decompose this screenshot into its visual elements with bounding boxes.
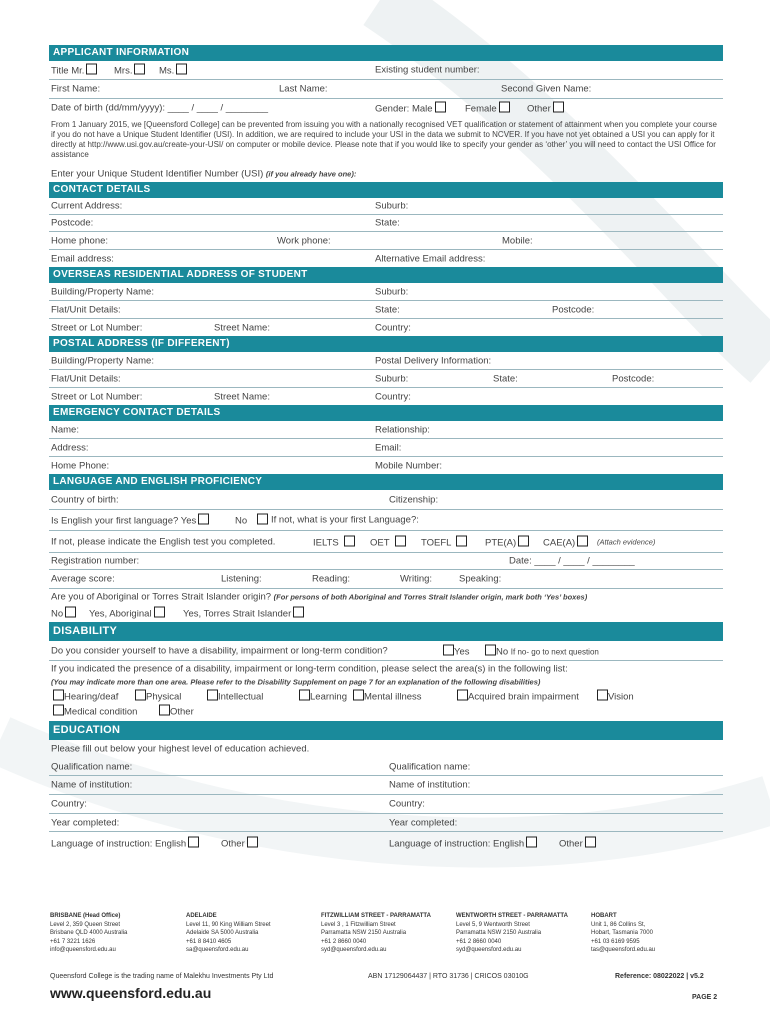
- disability-option: [297, 690, 347, 703]
- test-cae: CAE(A): [543, 535, 588, 548]
- first-name-field[interactable]: First Name:: [51, 83, 101, 95]
- disability-yes: Yes: [441, 644, 470, 657]
- overseas-country-field[interactable]: Country:: [375, 322, 411, 333]
- disability-option: [157, 705, 194, 718]
- section-header-applicant: APPLICANT INFORMATION: [49, 45, 723, 61]
- disability-option: [205, 690, 263, 703]
- disability-option: [595, 690, 634, 703]
- postal-postcode-field[interactable]: Postcode:: [612, 373, 655, 384]
- section-header-education: EDUCATION: [49, 721, 723, 740]
- contact-row-3: [49, 232, 723, 250]
- disability-no: No If no- go to next question: [483, 644, 599, 657]
- emergency-home-phone-field[interactable]: Home Phone:: [51, 460, 110, 471]
- state-field[interactable]: State:: [375, 217, 400, 229]
- disability-option-checkbox[interactable]: [597, 690, 608, 701]
- instruction-language-1: Language of instruction: English: [51, 837, 199, 850]
- atsi-no-checkbox[interactable]: [65, 606, 76, 617]
- current-address-field[interactable]: Current Address:: [51, 200, 123, 212]
- postal-country-field[interactable]: Country:: [375, 391, 411, 402]
- gender-other-checkbox[interactable]: [553, 102, 564, 113]
- office-line: syd@queensford.edu.au: [456, 947, 522, 953]
- name-row: [49, 80, 723, 99]
- emergency-row-1: [49, 421, 723, 439]
- office-line: sa@queensford.edu.au: [186, 947, 249, 953]
- disability-no-checkbox[interactable]: [485, 644, 496, 655]
- toefl-checkbox[interactable]: [456, 535, 467, 546]
- english-first-yes-checkbox[interactable]: [198, 514, 209, 525]
- country-of-birth-field[interactable]: Country of birth:: [51, 494, 119, 505]
- overseas-flat-field[interactable]: Flat/Unit Details:: [51, 304, 121, 315]
- section-header-contact: CONTACT DETAILS: [49, 182, 723, 198]
- title-label: Title Mr.: [51, 64, 97, 77]
- disability-supplement-note: (You may indicate more than one area. Please refer to the Disability Supplement on page 7 for an explanation of the following disabilities): [51, 677, 541, 687]
- office-line: Level 3 , 1 Fitzwilliam Street: [321, 921, 396, 928]
- office-line: info@queensford.edu.au: [50, 947, 116, 953]
- ielts-checkbox[interactable]: [344, 535, 355, 546]
- disability-option: [51, 705, 137, 718]
- postal-row-3: [49, 388, 723, 405]
- cae-checkbox[interactable]: [577, 535, 588, 546]
- education-row-3: [49, 795, 723, 814]
- test-toefl: TOEFL: [421, 535, 467, 548]
- instruction-english-checkbox-2[interactable]: [526, 837, 537, 848]
- pte-checkbox[interactable]: [518, 535, 529, 546]
- office-address-block: [456, 912, 586, 955]
- disability-option-checkbox[interactable]: [159, 705, 170, 716]
- postal-street-name-field[interactable]: Street Name:: [214, 391, 270, 402]
- title-mrs: Mrs.: [114, 64, 145, 77]
- test-oet: OET: [370, 535, 406, 548]
- usi-field[interactable]: Enter your Unique Student Identifier Number (USI) (if you already have one):: [51, 168, 357, 180]
- office-line: +61 7 3221 1626: [50, 938, 96, 945]
- qualification-name-field-2[interactable]: Qualification name:: [389, 761, 471, 772]
- emergency-address-field[interactable]: Address:: [51, 442, 89, 453]
- instruction-other-checkbox-1[interactable]: [247, 837, 258, 848]
- test-ielts: IELTS: [313, 535, 355, 548]
- overseas-street-name-field[interactable]: Street Name:: [214, 322, 270, 333]
- registration-number-field[interactable]: Registration number:: [51, 555, 140, 567]
- writing-field[interactable]: Writing:: [400, 573, 433, 585]
- section-header-emergency: EMERGENCY CONTACT DETAILS: [49, 405, 723, 421]
- alternative-email-field[interactable]: Alternative Email address:: [375, 253, 486, 264]
- office-line: +61 03 6169 9595: [591, 938, 640, 945]
- overseas-suburb-field[interactable]: Suburb:: [375, 286, 409, 297]
- email-field[interactable]: Email address:: [51, 253, 114, 264]
- office-line: +61 2 8660 0040: [321, 938, 367, 945]
- attach-evidence-note: (Attach evidence): [597, 537, 656, 546]
- year-completed-field-2[interactable]: Year completed:: [389, 817, 458, 828]
- education-country-field-1[interactable]: Country:: [51, 798, 87, 810]
- test-date-field[interactable]: Date: ____ / ____ / ________: [509, 555, 635, 567]
- contact-row-1: [49, 198, 723, 215]
- gender-female: Female: [465, 102, 510, 115]
- office-line: +61 2 8660 0040: [456, 938, 502, 945]
- atsi-torres-strait-checkbox[interactable]: [293, 606, 304, 617]
- oet-checkbox[interactable]: [395, 535, 406, 546]
- english-first-yes: Is English your first language? Yes: [51, 514, 209, 527]
- instruction-other-1: Other: [221, 837, 258, 850]
- existing-student-number-field[interactable]: Existing student number:: [375, 64, 480, 76]
- title-ms-checkbox[interactable]: [176, 64, 187, 75]
- reference-version: Reference: 08022022 | v5.2: [615, 973, 704, 980]
- emergency-name-field[interactable]: Name:: [51, 424, 79, 435]
- disability-indicate-text: If you indicated the presence of a disability, impairment or long-term condition, please select the area(s) in the following list:: [51, 663, 568, 674]
- title-mrs-checkbox[interactable]: [134, 64, 145, 75]
- disability-question: Do you consider yourself to have a disability, impairment or long-term condition?: [51, 645, 388, 656]
- second-given-name-field[interactable]: Second Given Name:: [501, 83, 592, 95]
- mobile-field[interactable]: Mobile:: [502, 235, 533, 246]
- listening-field[interactable]: Listening:: [221, 573, 262, 585]
- emergency-row-2: [49, 439, 723, 457]
- disability-option-label: Acquired brain impairment: [468, 691, 579, 703]
- abn-rto-cricos: ABN 17129064437 | RTO 31736 | CRICOS 03010G: [368, 973, 529, 980]
- language-row-5: [49, 570, 723, 589]
- office-title: HOBART: [591, 913, 617, 919]
- postal-street-number-field[interactable]: Street or Lot Number:: [51, 391, 143, 402]
- first-language-field[interactable]: If not, what is your first Language?:: [271, 514, 419, 526]
- instruction-other-checkbox-2[interactable]: [585, 837, 596, 848]
- disability-options-row-1: [49, 688, 723, 704]
- emergency-mobile-field[interactable]: Mobile Number:: [375, 460, 443, 471]
- disability-option-label: Hearing/deaf: [64, 691, 119, 703]
- office-address-block: [50, 912, 180, 955]
- language-row-3: [49, 531, 723, 553]
- overseas-street-number-field[interactable]: Street or Lot Number:: [51, 322, 143, 333]
- atsi-options-row: [49, 605, 723, 620]
- atsi-question: Are you of Aboriginal or Torres Strait Islander origin? (For persons of both Aboriginal and Torres Strait Islander origin, mark both ‘Yes’ boxes): [51, 591, 588, 603]
- dob-gender-row: [49, 99, 723, 117]
- postal-building-field[interactable]: Building/Property Name:: [51, 355, 154, 366]
- atsi-question-row: [49, 589, 723, 605]
- date-of-birth-field[interactable]: Date of birth (dd/mm/yyyy): ____ / ____ / ________: [51, 102, 269, 114]
- education-row-5: [49, 832, 723, 854]
- disability-option: [455, 690, 579, 703]
- overseas-building-field[interactable]: Building/Property Name:: [51, 286, 154, 297]
- disability-option-label: Medical condition: [64, 706, 138, 718]
- page-number: PAGE 2: [692, 994, 718, 1001]
- year-completed-field-1[interactable]: Year completed:: [51, 817, 120, 828]
- office-title: ADELAIDE: [186, 913, 217, 919]
- overseas-row-2: [49, 301, 723, 319]
- emergency-email-field[interactable]: Email:: [375, 442, 402, 453]
- atsi-aboriginal: Yes, Aboriginal: [89, 606, 165, 619]
- section-header-overseas: OVERSEAS RESIDENTIAL ADDRESS OF STUDENT: [49, 267, 723, 283]
- office-line: syd@queensford.edu.au: [321, 947, 387, 953]
- disability-option-label: Other: [170, 706, 194, 718]
- postal-flat-field[interactable]: Flat/Unit Details:: [51, 373, 121, 384]
- education-intro-row: [49, 740, 723, 758]
- work-phone-field[interactable]: Work phone:: [277, 235, 331, 246]
- last-name-field[interactable]: Last Name:: [279, 83, 328, 95]
- usi-notice: From 1 January 2015, we [Queensford College] can be prevented from issuing you with a nationally recognised VET qualification or statement of attainment when you complete your course if you do not have a Unique Student Identifier (USI). In addition, we are required to include your USI in the data we submit to NCVER. If you have not yet obtained a USI you can apply for it directly at http://www.usi.gov.au/create-your-USI/ on computer or mobile device. Please note that if you would like to specify your gender as ‘other’ you will need to contact the USI Office for assistance: [51, 120, 717, 159]
- office-title: BRISBANE (Head Office): [50, 913, 121, 919]
- disability-option-checkbox[interactable]: [299, 690, 310, 701]
- office-line: tas@queensford.edu.au: [591, 947, 656, 953]
- disability-option-label: Vision: [608, 691, 634, 703]
- office-line: Adelaide SA 5000 Australia: [186, 930, 259, 936]
- office-address-block: [591, 912, 721, 955]
- disability-options-row-2: [49, 704, 723, 718]
- gender-female-checkbox[interactable]: [499, 102, 510, 113]
- postal-row-2: [49, 370, 723, 388]
- office-line: Brisbane QLD 4000 Australia: [50, 930, 128, 936]
- disability-option-label: Intellectual: [218, 691, 264, 703]
- postal-suburb-field[interactable]: Suburb:: [375, 373, 409, 384]
- disability-option: [133, 690, 181, 703]
- suburb-field[interactable]: Suburb:: [375, 200, 409, 212]
- english-first-no-checkbox[interactable]: [257, 514, 268, 525]
- education-country-field-2[interactable]: Country:: [389, 798, 425, 810]
- instruction-other-2: Other: [559, 837, 596, 850]
- disability-option: [51, 690, 118, 703]
- atsi-torres-strait: Yes, Torres Strait Islander: [183, 606, 304, 619]
- citizenship-field[interactable]: Citizenship:: [389, 494, 439, 505]
- education-row-1: [49, 758, 723, 776]
- language-row-1: [49, 490, 723, 510]
- average-score-field[interactable]: Average score:: [51, 573, 115, 585]
- title-mr-checkbox[interactable]: [86, 64, 97, 75]
- trading-name: Queensford College is the trading name of Malekhu Investments Pty Ltd: [50, 973, 274, 980]
- disability-option-label: Learning: [310, 691, 347, 703]
- atsi-no: No: [51, 606, 76, 619]
- gender-male: Gender: Male: [375, 102, 446, 115]
- language-row-2: [49, 510, 723, 531]
- office-line: Parramatta NSW 2150 Australia: [456, 930, 542, 936]
- title-row: [49, 61, 723, 80]
- website-link[interactable]: www.queensford.edu.au: [50, 985, 212, 1001]
- title-ms: Ms.: [159, 64, 187, 77]
- office-address-block: [186, 912, 316, 955]
- contact-row-2: [49, 215, 723, 232]
- postcode-field[interactable]: Postcode:: [51, 217, 94, 229]
- disability-option-checkbox[interactable]: [353, 690, 364, 701]
- education-row-4: [49, 814, 723, 832]
- disability-option-checkbox[interactable]: [53, 690, 64, 701]
- instruction-english-checkbox-1[interactable]: [188, 837, 199, 848]
- disability-option: [351, 690, 422, 703]
- atsi-aboriginal-checkbox[interactable]: [154, 606, 165, 617]
- office-line: Unit 1, 86 Collins St,: [591, 921, 646, 928]
- office-line: Level 11, 90 King William Street: [186, 921, 271, 928]
- home-phone-field[interactable]: Home phone:: [51, 235, 109, 246]
- english-first-no: No: [235, 514, 268, 527]
- office-line: Level 2, 359 Queen Street: [50, 921, 121, 928]
- gender-male-checkbox[interactable]: [435, 102, 446, 113]
- overseas-row-3: [49, 319, 723, 336]
- disability-option-label: Physical: [146, 691, 182, 703]
- disability-yes-checkbox[interactable]: [443, 644, 454, 655]
- office-line: Level 5, 9 Wentworth Street: [456, 921, 530, 928]
- office-line: Parramatta NSW 2150 Australia: [321, 930, 407, 936]
- postal-delivery-field[interactable]: Postal Delivery Information:: [375, 355, 492, 366]
- gender-other: Other: [527, 102, 564, 115]
- disability-question-row: [49, 641, 723, 661]
- reading-field[interactable]: Reading:: [312, 573, 351, 585]
- institution-field-2[interactable]: Name of institution:: [389, 779, 471, 791]
- office-title: WENTWORTH STREET - PARRAMATTA: [456, 913, 568, 919]
- overseas-postcode-field[interactable]: Postcode:: [552, 304, 595, 315]
- disability-option-checkbox[interactable]: [207, 690, 218, 701]
- enrolment-form: [49, 45, 723, 854]
- office-title: FITZWILLIAM STREET - PARRAMATTA: [321, 913, 431, 919]
- postal-row-1: [49, 352, 723, 370]
- emergency-row-3: [49, 457, 723, 474]
- postal-state-field[interactable]: State:: [493, 373, 518, 384]
- overseas-row-1: [49, 283, 723, 301]
- language-row-4: [49, 553, 723, 570]
- disability-option-checkbox[interactable]: [457, 690, 468, 701]
- disability-indicate-row: [49, 661, 723, 676]
- section-header-postal: POSTAL ADDRESS (IF DIFFERENT): [49, 336, 723, 352]
- institution-field-1[interactable]: Name of institution:: [51, 779, 133, 791]
- usi-row: [49, 166, 723, 182]
- test-pte: PTE(A): [485, 535, 529, 548]
- education-row-2: [49, 776, 723, 795]
- qualification-name-field-1[interactable]: Qualification name:: [51, 761, 133, 772]
- education-intro: Please fill out below your highest level of education achieved.: [51, 743, 310, 755]
- office-line: Hobart, Tasmania 7000: [591, 930, 653, 936]
- emergency-relationship-field[interactable]: Relationship:: [375, 424, 430, 435]
- section-header-disability: DISABILITY: [49, 622, 723, 641]
- office-address-block: [321, 912, 451, 955]
- instruction-language-2: Language of instruction: English: [389, 837, 537, 850]
- section-header-language: LANGUAGE AND ENGLISH PROFICIENCY: [49, 474, 723, 490]
- disability-option-checkbox[interactable]: [135, 690, 146, 701]
- overseas-state-field[interactable]: State:: [375, 304, 400, 315]
- disability-option-label: Mental illness: [364, 691, 422, 703]
- disability-option-checkbox[interactable]: [53, 705, 64, 716]
- speaking-field[interactable]: Speaking:: [459, 573, 502, 585]
- english-test-label: If not, please indicate the English test you completed.: [51, 536, 276, 547]
- disability-note-row: [49, 676, 723, 688]
- office-line: +61 8 8410 4605: [186, 938, 232, 945]
- contact-row-4: [49, 250, 723, 267]
